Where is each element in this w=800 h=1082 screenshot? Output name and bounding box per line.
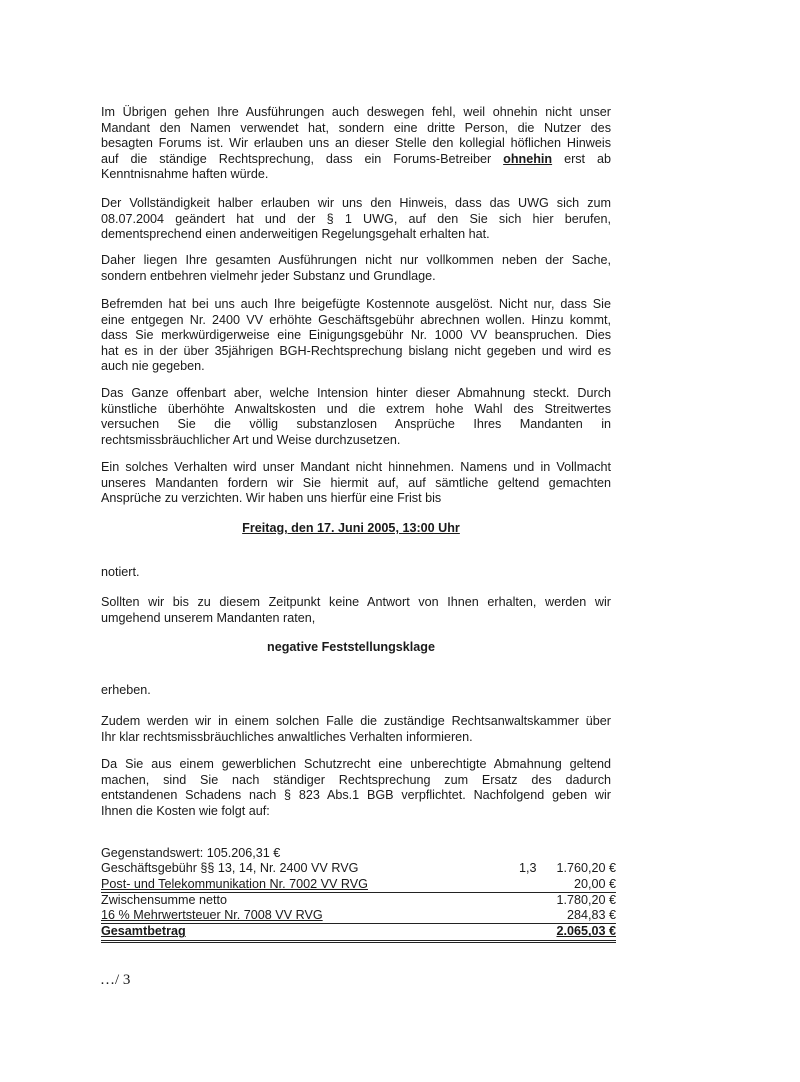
cost-row xyxy=(101,861,616,876)
text-fragment: erst ab xyxy=(564,151,612,166)
paragraph-intension xyxy=(101,386,611,448)
cost-row xyxy=(101,877,616,893)
total-label: Gesamtbetrag xyxy=(101,924,186,939)
cost-amount: 284,83 € xyxy=(566,908,616,923)
text-line: Kenntnisnahme haften würde. xyxy=(101,167,269,182)
notiert-text: notiert. xyxy=(101,565,140,579)
text-line: künstliche überhöhte Anwaltskosten und die extrem hohe Wahl des Streitwertes xyxy=(101,401,611,416)
text-line: auch nie gegeben. xyxy=(101,359,205,374)
text-line: Ein solches Verhalten wird unser Mandant nicht hinnehmen. Namens und in Vollmacht xyxy=(101,460,611,474)
gegenstandswert-label: Gegenstandswert: 105.206,31 € xyxy=(101,846,281,860)
text-line: rechtsmissbräuchlicher Art und Weise durchzusetzen. xyxy=(101,432,401,447)
emphasis-ohnehin: ohnehin xyxy=(503,151,553,166)
text-line: Der Vollständigkeit halber erlauben wir uns den Hinweis, dass das UWG sich zum xyxy=(101,196,611,210)
text-line: machen, sind Sie nach ständiger Rechtsprechung zum Ersatz des dadurch xyxy=(101,772,611,787)
cost-row xyxy=(101,908,616,924)
paragraph-verzicht xyxy=(101,460,611,507)
cost-label: Geschäftsgebühr §§ 13, 14, Nr. 2400 VV RVG xyxy=(101,861,359,876)
cost-row-gegenstandswert xyxy=(101,846,616,861)
text-line: Ihr klar rechtsmissbräuchliches anwaltliches Verhalten informieren. xyxy=(101,729,473,744)
text-line: Im Übrigen gehen Ihre Ausführungen auch deswegen fehl, weil ohnehin nicht unser xyxy=(101,105,611,119)
deadline-heading: Freitag, den 17. Juni 2005, 13:00 Uhr xyxy=(242,521,460,535)
text-line: Ihnen die Kosten wie folgt auf: xyxy=(101,803,270,818)
text-line: Sollten wir bis zu diesem Zeitpunkt keine Antwort von Ihnen erhalten, werden wir xyxy=(101,595,611,609)
cost-row-total xyxy=(101,924,616,942)
text-line: Da Sie aus einem gewerblichen Schutzrecht eine unberechtigte Abmahnung geltend xyxy=(101,757,611,771)
text-line: umgehend unserem Mandanten raten, xyxy=(101,610,316,625)
paragraph-antwort xyxy=(101,595,611,626)
text-line: Das Ganze offenbart aber, welche Intension hinter dieser Abmahnung steckt. Durch xyxy=(101,386,611,400)
paragraph-forum xyxy=(101,105,611,183)
text-line: Ansprüche zu verzichten. Wir haben uns hierfür eine Frist bis xyxy=(101,491,442,506)
text-line: Mandant den Namen verwendet hat, sondern eine dritte Person, die Nutzer des xyxy=(101,120,611,135)
cost-label: Post- und Telekommunikation Nr. 7002 VV RVG xyxy=(101,876,368,891)
cost-amount: 20,00 € xyxy=(573,876,616,891)
text-line: sondern entbehren vielmehr jeder Substanz und Grundlage. xyxy=(101,268,436,283)
text-line: eine entgegen Nr. 2400 VV erhöhte Geschäftsgebühr abrechnen wollen. Hinzu kommt, xyxy=(101,312,611,327)
text-line: hat es in der über 35jährigen BGH-Rechtsprechung bislang nicht gegeben und wird es xyxy=(101,343,611,358)
cost-label: 16 % Mehrwertsteuer Nr. 7008 VV RVG xyxy=(101,908,323,923)
klage-heading: negative Feststellungsklage xyxy=(267,640,435,654)
text-line: Daher liegen Ihre gesamten Ausführungen nicht nur vollkommen neben der Sache, xyxy=(101,253,611,267)
cost-label: Zwischensumme netto xyxy=(101,892,227,907)
text-fragment: auf die ständige Rechtsprechung, dass ein Forums-Betreiber xyxy=(101,151,492,166)
text-line: versuchen Sie die völlig substanzlosen Ansprüche Ihres Mandanten in xyxy=(101,417,611,432)
paragraph-schadensersatz xyxy=(101,757,611,819)
paragraph-kammer xyxy=(101,714,611,745)
paragraph-conclusion xyxy=(101,253,611,284)
text-line-emphasis xyxy=(101,152,611,168)
text-line: unseres Mandanten fordern wir Sie hiermit auf, auf sämtliche geltend gemachten xyxy=(101,475,611,490)
page-continuation-marker: …/ 3 xyxy=(100,972,131,988)
text-line: Befremden hat bei uns auch Ihre beigefügte Kostennote ausgelöst. Nicht nur, dass Sie xyxy=(101,297,611,311)
total-amount: 2.065,03 € xyxy=(556,924,616,939)
cost-amount: 1.780,20 € xyxy=(556,892,616,907)
cost-table xyxy=(101,846,616,943)
cost-amount: 1.760,20 € xyxy=(556,861,616,876)
paragraph-kostennote xyxy=(101,297,611,375)
text-line: dementsprechend einen anderweitigen Regelungsgehalt erhalten hat. xyxy=(101,227,490,242)
text-line: 08.07.2004 geändert hat und der § 1 UWG, auf den Sie sich hier berufen, xyxy=(101,211,611,226)
cost-factor: 1,3 xyxy=(519,861,537,876)
text-line: Zudem werden wir in einem solchen Falle die zuständige Rechtsanwaltskammer über xyxy=(101,714,611,728)
text-line: besagten Forums ist. Wir erlauben uns an dieser Stelle den kollegial höflichen Hinweis xyxy=(101,136,611,151)
text-line: dass Sie merkwürdigerweise eine Einigungsgebühr Nr. 1000 VV beanspruchen. Dies xyxy=(101,328,611,343)
text-line: entstandenen Schadens nach § 823 Abs.1 BGB verpflichtet. Nachfolgend geben wir xyxy=(101,788,611,803)
paragraph-uwg xyxy=(101,196,611,243)
cost-row xyxy=(101,893,616,908)
erheben-text: erheben. xyxy=(101,683,151,697)
